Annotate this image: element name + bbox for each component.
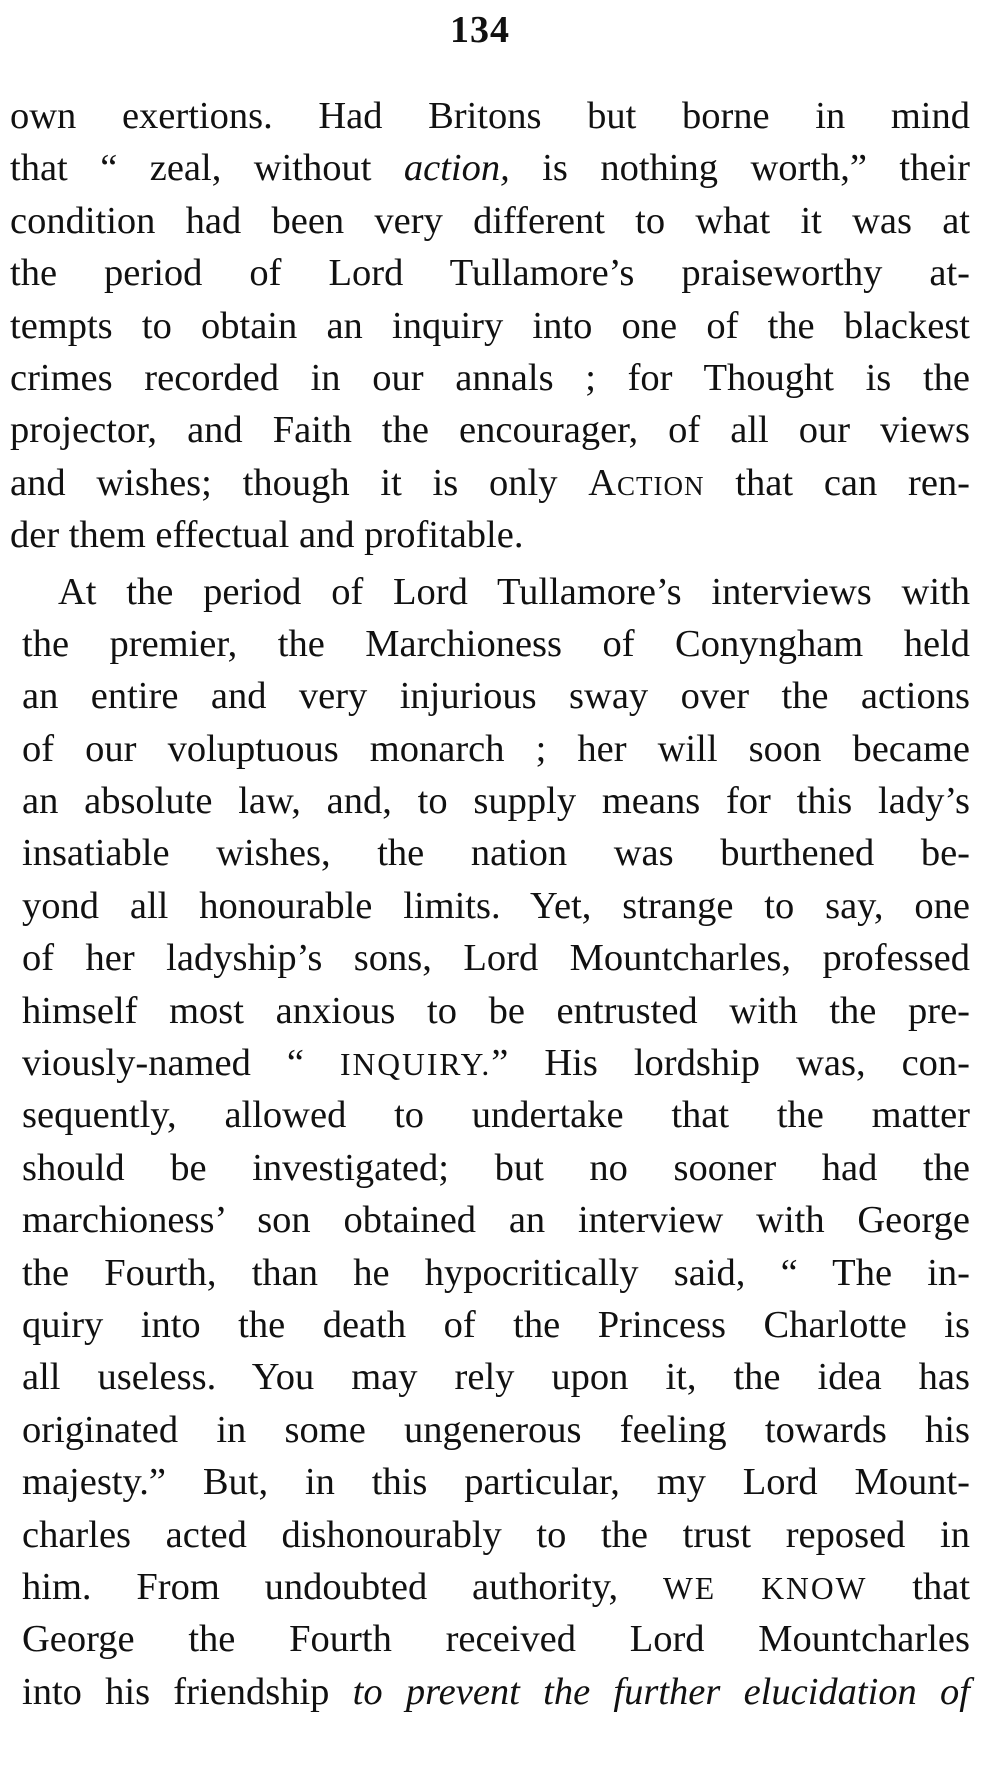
- text-run: an absolute law, and, to supply means for this lady’s: [22, 780, 970, 823]
- text-run: the premier, the Marchioness of Conyngham held: [22, 622, 970, 665]
- text-run: der them effectual and profitable.: [10, 514, 524, 557]
- smallcaps-text: WE KNOW: [663, 1570, 868, 1606]
- text-line: [10, 985, 970, 1037]
- text-run: tempts to obtain an inquiry into one of the blackest: [10, 304, 970, 347]
- text-run: the period of Lord Tullamore’s praiseworthy at-: [10, 252, 970, 295]
- text-run: originated in some ungenerous feeling towards his: [22, 1408, 970, 1451]
- page-number: 134: [450, 9, 510, 51]
- text-run: himself most anxious to be entrusted with the pre-: [22, 989, 970, 1032]
- text-run: ” His lordship was, con-: [491, 1042, 970, 1085]
- text-run: and wishes; though it is only: [10, 461, 589, 504]
- text-line: [10, 1561, 970, 1613]
- text-run: should be investigated; but no sooner had the: [22, 1146, 970, 1189]
- text-line: [10, 247, 970, 299]
- text-run: George the Fourth received Lord Mountcharles: [22, 1618, 970, 1661]
- text-run: that “ zeal, without: [10, 147, 404, 190]
- text-run: all useless. You may rely upon it, the idea has: [22, 1356, 970, 1399]
- text-line: [10, 1247, 970, 1299]
- text-line: [10, 457, 970, 509]
- text-run: charles acted dishonourably to the trust reposed in: [22, 1513, 970, 1556]
- text-line: [10, 1194, 970, 1246]
- paragraph-2: [10, 566, 970, 1719]
- text-run: marchioness’ son obtained an interview with George: [22, 1199, 970, 1242]
- smallcaps-text: Action: [588, 461, 705, 504]
- text-line: [10, 404, 970, 456]
- text-line: [10, 1509, 970, 1561]
- text-line: [10, 1456, 970, 1508]
- text-line: [10, 1089, 970, 1141]
- text-run: of her ladyship’s sons, Lord Mountcharles, professed: [22, 937, 970, 980]
- text-run: that can ren-: [704, 461, 971, 504]
- text-run: crimes recorded in our annals ; for Thought is the: [10, 356, 970, 399]
- smallcaps-text: INQUIRY.: [339, 1047, 492, 1083]
- text-line: [10, 1142, 970, 1194]
- text-run: is nothing worth,” their: [509, 147, 970, 190]
- text-line: [10, 723, 970, 775]
- text-line: [10, 142, 970, 194]
- text-run: insatiable wishes, the nation was burthened be-: [22, 832, 970, 875]
- text-run: an entire and very injurious sway over the actions: [22, 675, 970, 718]
- text-line: [10, 932, 970, 984]
- text-run: yond all honourable limits. Yet, strange to say, one: [22, 884, 970, 927]
- text-line: [10, 1351, 970, 1403]
- text-run: own exertions. Had Britons but borne in mind: [10, 95, 970, 137]
- text-line: [10, 566, 970, 618]
- text-run: him. From undoubted authority,: [22, 1565, 664, 1608]
- text-line: [10, 195, 970, 247]
- text-run: into his friendship: [22, 1670, 353, 1713]
- text-run: At the period of Lord Tullamore’s interviews with: [58, 570, 970, 613]
- text-line: [10, 827, 970, 879]
- text-run: condition had been very different to what it was at: [10, 199, 970, 242]
- text-line: [10, 880, 970, 932]
- text-run: projector, and Faith the encourager, of all our views: [10, 409, 970, 452]
- italic-text: to prevent the further elucidation of: [352, 1670, 970, 1713]
- text-line: [10, 300, 970, 352]
- text-line: [10, 509, 970, 561]
- text-run: quiry into the death of the Princess Charlotte is: [22, 1303, 970, 1346]
- text-line: [10, 352, 970, 404]
- text-run: of our voluptuous monarch ; her will soon became: [22, 727, 970, 770]
- text-line: [10, 1037, 970, 1089]
- text-line: [10, 1404, 970, 1456]
- text-line: [10, 1299, 970, 1351]
- text-line: [10, 1613, 970, 1665]
- text-run: the Fourth, than he hypocritically said, “ The in-: [22, 1251, 970, 1294]
- body-text: [10, 90, 970, 1718]
- text-line: [10, 670, 970, 722]
- text-line: [10, 90, 970, 142]
- paragraph-1: [10, 90, 970, 562]
- text-line: [10, 1666, 970, 1718]
- text-line: [10, 775, 970, 827]
- text-run: sequently, allowed to undertake that the matter: [22, 1094, 970, 1137]
- text-run: viously-named “: [22, 1042, 340, 1085]
- text-run: that: [867, 1565, 971, 1608]
- text-line: [10, 618, 970, 670]
- text-run: majesty.” But, in this particular, my Lord Mount-: [22, 1461, 970, 1504]
- italic-text: action,: [403, 147, 510, 190]
